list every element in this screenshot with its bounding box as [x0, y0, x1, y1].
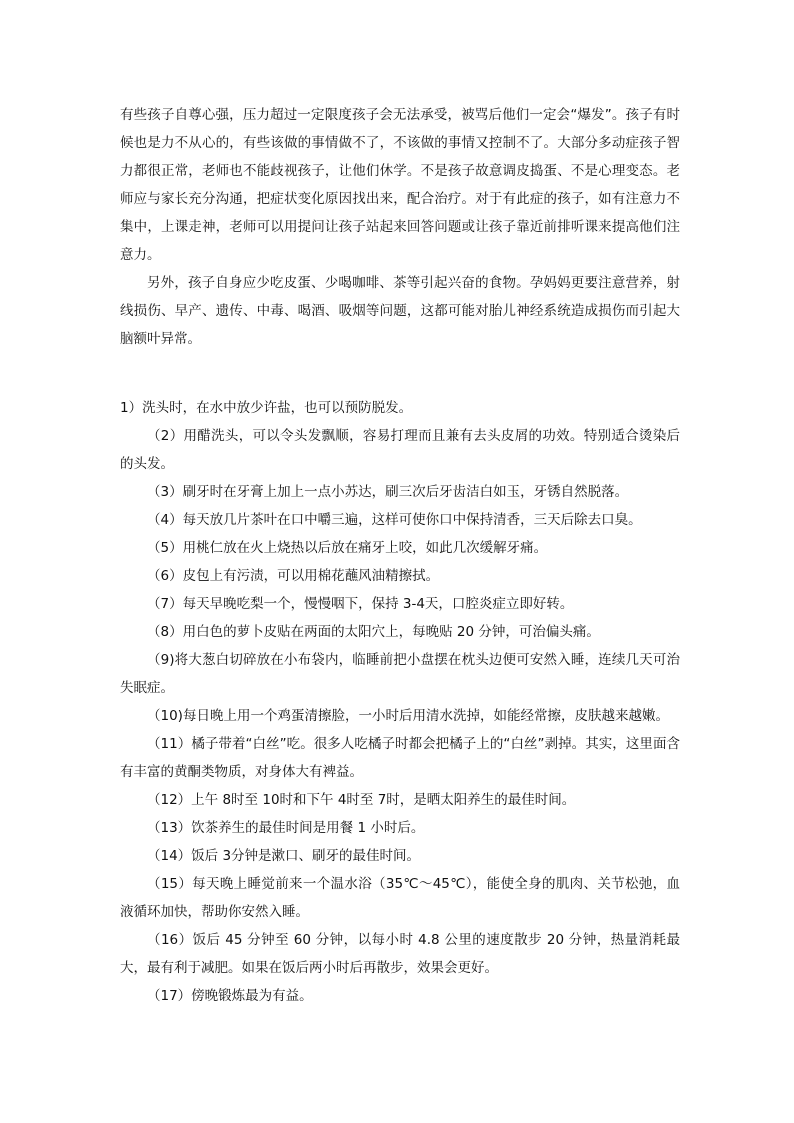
list-item: （17）傍晚锻炼最为有益。 [147, 988, 313, 1004]
list-item: （16）饭后 45 分钟至 60 分钟，以每小时 4.8 公里的速度散步 20 分钟，热量消耗最大，最有利于减肥。如果在饭后两小时后再散步，效果会更好。 [120, 932, 680, 976]
paragraph: 另外，孩子自身应少吃皮蛋、少喝咖啡、茶等引起兴奋的食物。孕妈妈更要注意营养，射线损伤、早产、遗传、中毒、喝酒、吸烟等问题，这都可能对胎儿神经系统造成损伤而引起大脑额叶异常。 [120, 275, 680, 347]
list-item: （15）每天晚上睡觉前来一个温水浴（35℃～45℃），能使全身的肌肉、关节松弛，血液循环加快，帮助你安然入睡。 [120, 876, 680, 920]
list-item: （2）用醋洗头，可以令头发飘顺，容易打理而且兼有去头皮屑的功效。特别适合烫染后的头发。 [120, 428, 680, 472]
top-section [120, 101, 680, 353]
list-item: （8）用白色的萝卜皮贴在两面的太阳穴上，每晚贴 20 分钟，可治偏头痛。 [147, 624, 600, 640]
tips-list [120, 394, 680, 1010]
list-item: （14）饭后 3分钟是漱口、刷牙的最佳时间。 [147, 848, 421, 864]
list-item: （6）皮包上有污渍，可以用棉花蘸风油精擦拭。 [147, 568, 440, 584]
list-item: （7）每天早晚吃梨一个，慢慢咽下，保持 3-4天，口腔炎症立即好转。 [147, 596, 574, 612]
list-item: （9)将大葱白切碎放在小布袋内，临睡前把小盘摆在枕头边便可安然入睡，连续几天可治失眠症。 [120, 652, 680, 696]
list-item: （11）橘子带着“白丝”吃。很多人吃橘子时都会把橘子上的“白丝”剥掉。其实，这里面含有丰富的黄酮类物质，对身体大有裨益。 [120, 736, 680, 780]
list-item: （10)每日晚上用一个鸡蛋清擦脸，一小时后用清水洗掉，如能经常擦，皮肤越来越嫩。 [147, 708, 669, 724]
list-item: 1）洗头时，在水中放少许盐，也可以预防脱发。 [120, 400, 413, 416]
list-item: （12）上午 8时至 10时和下午 4时至 7时，是晒太阳养生的最佳时间。 [147, 792, 576, 808]
list-item: （5）用桃仁放在火上烧热以后放在痛牙上咬，如此几次缓解牙痛。 [147, 540, 548, 556]
list-item: （4）每天放几片茶叶在口中嚼三遍，这样可使你口中保持清香，三天后除去口臭。 [147, 512, 642, 528]
section-gap [120, 353, 680, 394]
list-item: （13）饮茶养生的最佳时间是用餐 1 小时后。 [147, 820, 425, 836]
list-item: （3）刷牙时在牙膏上加上一点小苏达，刷三次后牙齿洁白如玉，牙锈自然脱落。 [147, 484, 629, 500]
paragraph: 有些孩子自尊心强，压力超过一定限度孩子会无法承受，被骂后他们一定会“爆发”。孩子有时候也是力不从心的，有些该做的事情做不了，不该做的事情又控制不了。大部分多动症孩子智力都很正常，老师也不能歧视孩子，让他们休学。不是孩子故意调皮捣蛋、不是心理变态。老师应与家长充分沟通，把症状变化原因找出来，配合治疗。对于有此症的孩子，如有注意力不集中，上课走神，老师可以用提问让孩子站起来回答问题或让孩子靠近前排听课来提高他们注意力。 [120, 107, 680, 263]
document-body [120, 101, 680, 1010]
